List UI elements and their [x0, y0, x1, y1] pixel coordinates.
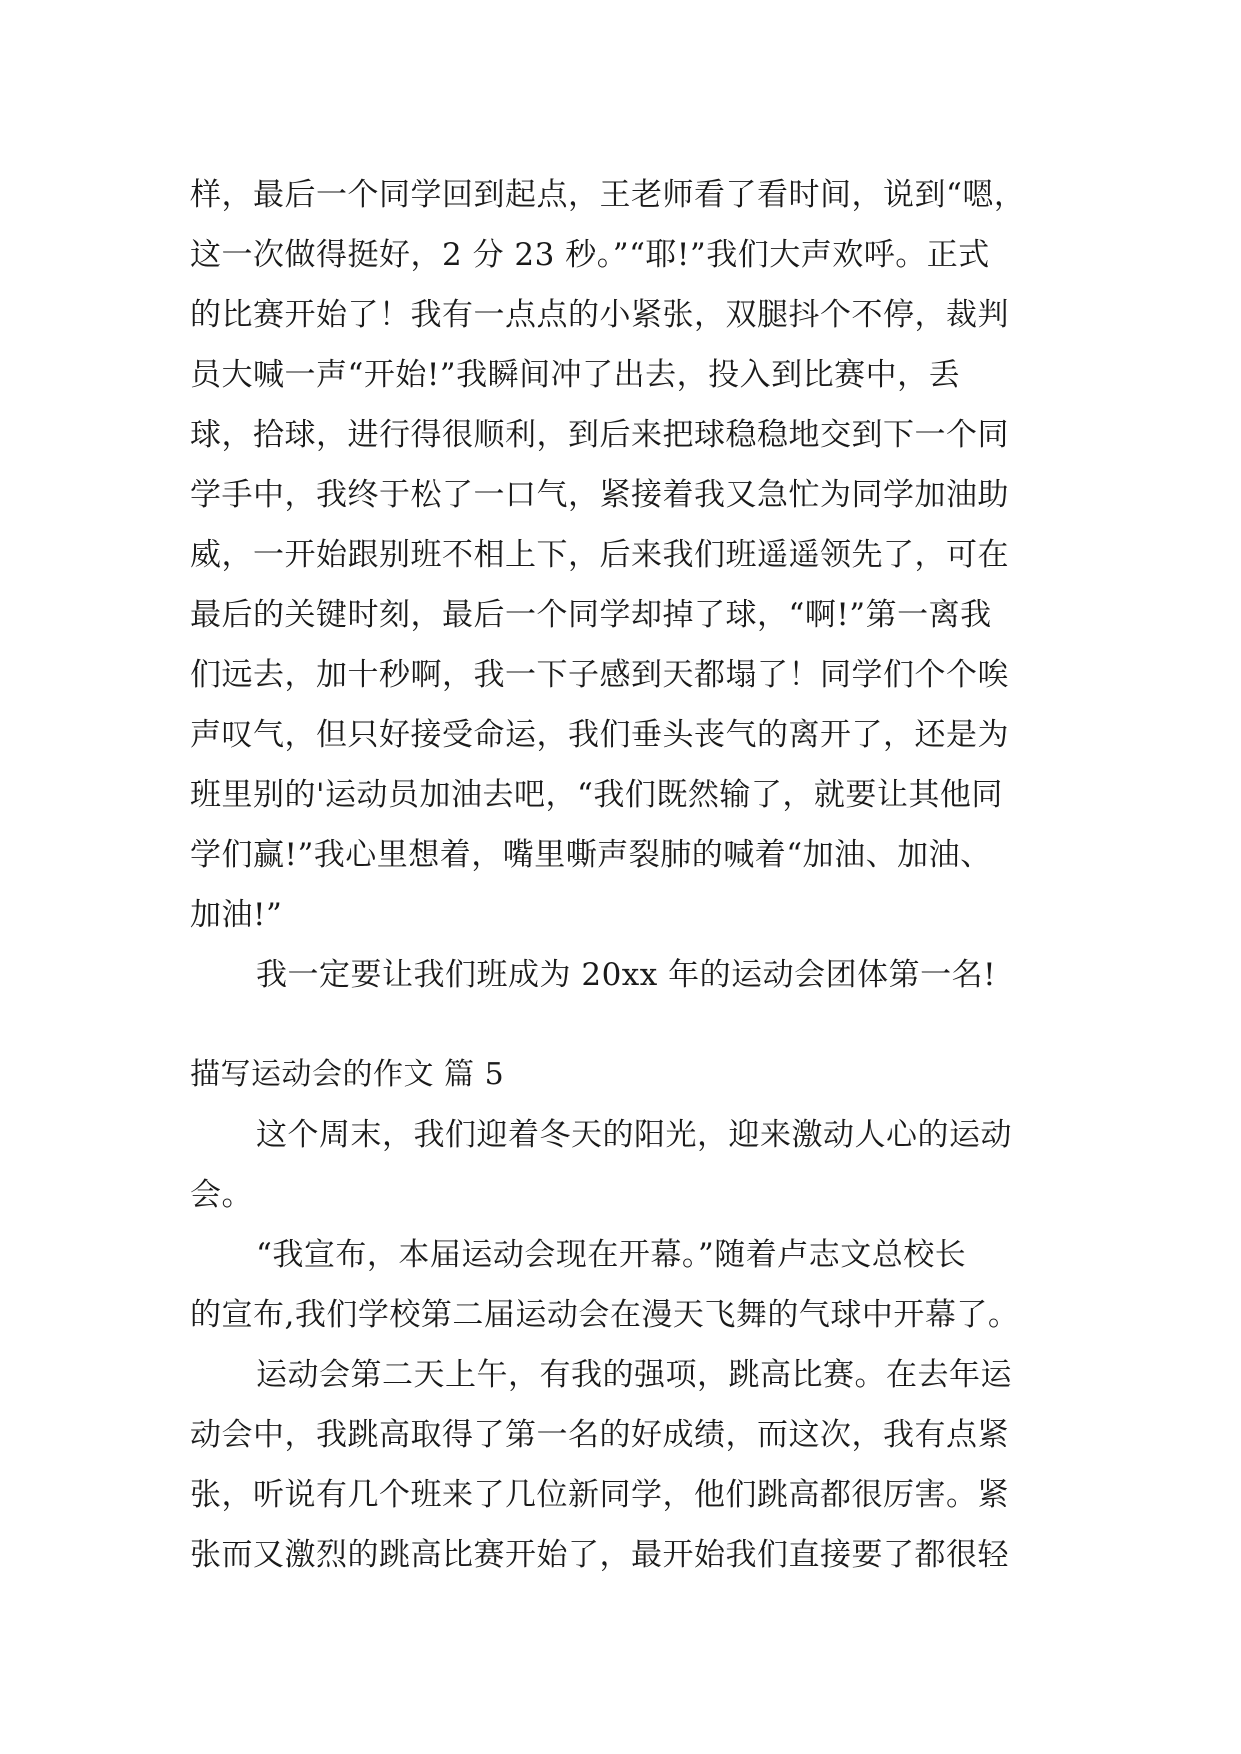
section-heading: 描写运动会的作文 篇 5 [190, 1057, 505, 1092]
text-line: 学们赢!”我心里想着，嘴里嘶声裂肺的喊着“加油、加油、 [190, 837, 992, 873]
text-line: 们远去，加十秒啊，我一下子感到天都塌了！同学们个个唉 [190, 657, 1009, 693]
text-line: 会。 [190, 1177, 253, 1213]
text-line: 张而又激烈的跳高比赛开始了，最开始我们直接要了都很轻 [190, 1537, 1009, 1573]
paragraph-high-jump [190, 1345, 1050, 1585]
text-line: 球，拾球，进行得很顺利，到后来把球稳稳地交到下一个同 [190, 417, 1009, 453]
text-line: 运动会第二天上午，有我的强项，跳高比赛。在去年运 [256, 1357, 1012, 1393]
text-line: 班里别的'运动员加油去吧，“我们既然输了，就要让其他同 [190, 777, 1003, 813]
paragraph-intro [190, 1105, 1050, 1225]
text-line: “我宣布，本届运动会现在开幕。”随着卢志文总校长 [256, 1237, 967, 1273]
text-line: 员大喊一声“开始!”我瞬间冲了出去，投入到比赛中，丢 [190, 357, 961, 393]
text-line: 这个周末，我们迎着冬天的阳光，迎来激动人心的运动 [256, 1117, 1012, 1153]
paragraph-race-story [190, 165, 1050, 945]
text-line: 的宣布,我们学校第二届运动会在漫天飞舞的气球中开幕了。 [190, 1297, 1020, 1333]
text-line: 声叹气，但只好接受命运，我们垂头丧气的离开了，还是为 [190, 717, 1009, 753]
text-line: 学手中，我终于松了一口气，紧接着我又急忙为同学加油助 [190, 477, 1009, 513]
document-page [190, 165, 1050, 1585]
text-line: 的比赛开始了！我有一点点的小紧张，双腿抖个不停，裁判 [190, 297, 1009, 333]
text-line: 加油!” [190, 897, 283, 933]
paragraph-opening [190, 1225, 1050, 1345]
text-line: 最后的关键时刻，最后一个同学却掉了球，“啊!”第一离我 [190, 597, 992, 633]
paragraph-goal: 我一定要让我们班成为 20xx 年的运动会团体第一名! [256, 957, 997, 993]
text-line: 样，最后一个同学回到起点，王老师看了看时间，说到“嗯， [190, 177, 1026, 213]
text-line: 张，听说有几个班来了几位新同学，他们跳高都很厉害。紧 [190, 1477, 1009, 1513]
text-line: 这一次做得挺好，2 分 23 秒。”“耶!”我们大声欢呼。正式 [190, 237, 990, 273]
text-line: 威，一开始跟别班不相上下，后来我们班遥遥领先了，可在 [190, 537, 1009, 573]
text-line: 动会中，我跳高取得了第一名的好成绩，而这次，我有点紧 [190, 1417, 1009, 1453]
